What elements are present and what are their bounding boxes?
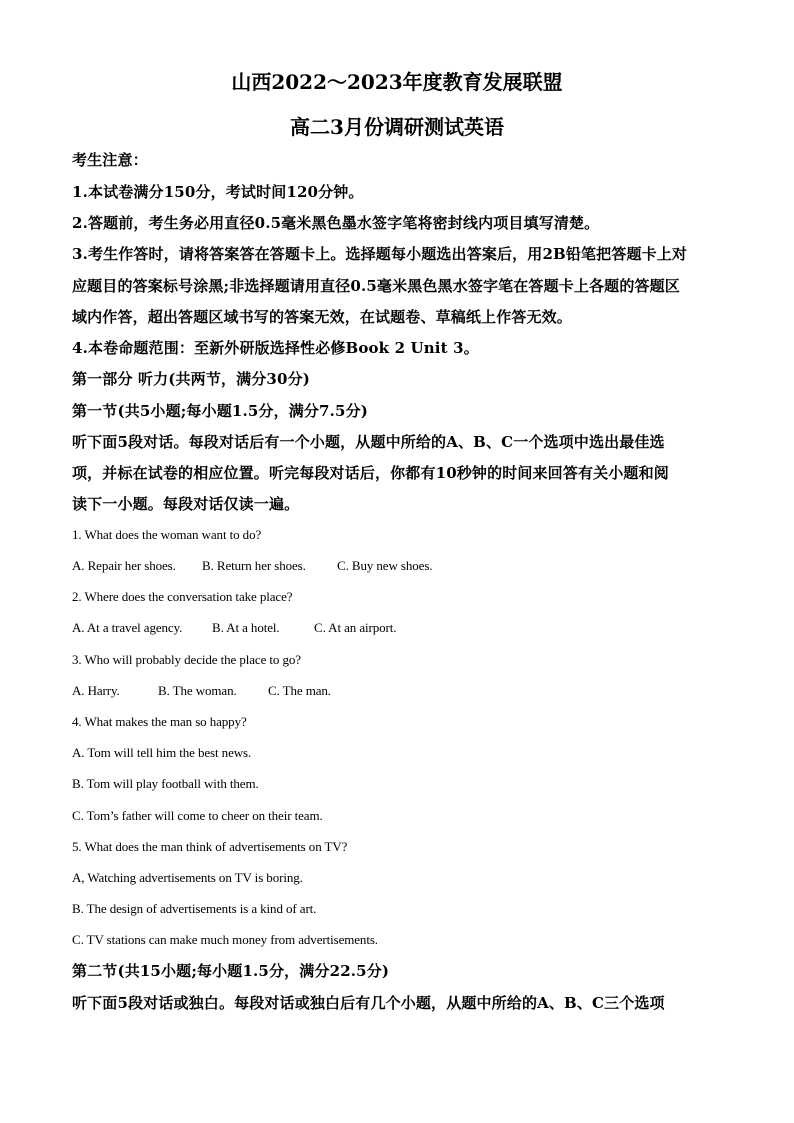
notice-item-1: 1.本试卷满分150分，考试时间120分钟。 bbox=[72, 183, 364, 201]
notice-item-3-line-1: 3.考生作答时，请将答案答在答题卡上。选择题每小题选出答案后，用2B铅笔把答题卡上对 bbox=[72, 245, 688, 263]
part1-heading: 第一部分 听力(共两节，满分30分) bbox=[72, 370, 310, 388]
section1-instructions-line-2: 项，并标在试卷的相应位置。听完每段对话后，你都有10秒钟的时间来回答有关小题和阅 bbox=[72, 464, 669, 482]
question-1-option-b: B. Return her shoes. bbox=[202, 558, 306, 573]
question-1-option-a: A. Repair her shoes. bbox=[72, 558, 176, 573]
question-3-options bbox=[72, 681, 732, 701]
notice-heading: 考生注意： bbox=[72, 151, 148, 169]
notice-item-4: 4.本卷命题范围：至新外研版选择性必修Book 2 Unit 3。 bbox=[72, 339, 479, 357]
question-4-stem: 4. What makes the man so happy? bbox=[72, 714, 247, 729]
section1-instructions-line-3: 读下一小题。每段对话仅读一遍。 bbox=[72, 495, 300, 513]
question-3-option-b: B. The woman. bbox=[158, 683, 237, 698]
question-1-option-c: C. Buy new shoes. bbox=[337, 558, 433, 573]
notice-item-3-line-3: 域内作答，超出答题区域书写的答案无效，在试题卷、草稿纸上作答无效。 bbox=[72, 308, 572, 326]
question-2-options bbox=[72, 618, 732, 638]
question-2-option-b: B. At a hotel. bbox=[212, 620, 280, 635]
section1-instructions-line-1: 听下面5段对话。每段对话后有一个小题，从题中所给的A、B、C一个选项中选出最佳选 bbox=[72, 433, 665, 451]
exam-title: 山西2022～2023年度教育发展联盟 bbox=[231, 70, 563, 94]
section1-heading: 第一节(共5小题;每小题1.5分，满分7.5分) bbox=[72, 402, 368, 420]
question-5-stem: 5. What does the man think of advertisements on TV? bbox=[72, 839, 348, 854]
section2-heading: 第二节(共15小题;每小题1.5分，满分22.5分) bbox=[72, 962, 390, 980]
question-4-option-c: C. Tom’s father will come to cheer on their team. bbox=[72, 808, 323, 823]
question-3-option-c: C. The man. bbox=[268, 683, 331, 698]
question-3-option-a: A. Harry. bbox=[72, 683, 120, 698]
question-3-stem: 3. Who will probably decide the place to go? bbox=[72, 652, 301, 667]
question-5-option-a: A, Watching advertisements on TV is boring. bbox=[72, 870, 303, 885]
question-2-stem: 2. Where does the conversation take place? bbox=[72, 589, 293, 604]
question-4-option-b: B. Tom will play football with them. bbox=[72, 776, 259, 791]
question-5-option-b: B. The design of advertisements is a kind of art. bbox=[72, 901, 317, 916]
section2-instructions-line-1: 听下面5段对话或独白。每段对话或独白后有几个小题，从题中所给的A、B、C三个选项 bbox=[72, 994, 665, 1012]
exam-subtitle: 高二3月份调研测试英语 bbox=[290, 115, 504, 139]
question-1-options bbox=[72, 556, 732, 576]
question-4-option-a: A. Tom will tell him the best news. bbox=[72, 745, 252, 760]
question-1-stem: 1. What does the woman want to do? bbox=[72, 527, 262, 542]
notice-item-2: 2.答题前，考生务必用直径0.5毫米黑色墨水签字笔将密封线内项目填写清楚。 bbox=[72, 214, 600, 232]
notice-item-3-line-2: 应题目的答案标号涂黑;非选择题请用直径0.5毫米黑色黑水签字笔在答题卡上各题的答题区 bbox=[72, 277, 680, 295]
question-2-option-a: A. At a travel agency. bbox=[72, 620, 183, 635]
question-2-option-c: C. At an airport. bbox=[314, 620, 397, 635]
question-5-option-c: C. TV stations can make much money from advertisements. bbox=[72, 932, 378, 947]
